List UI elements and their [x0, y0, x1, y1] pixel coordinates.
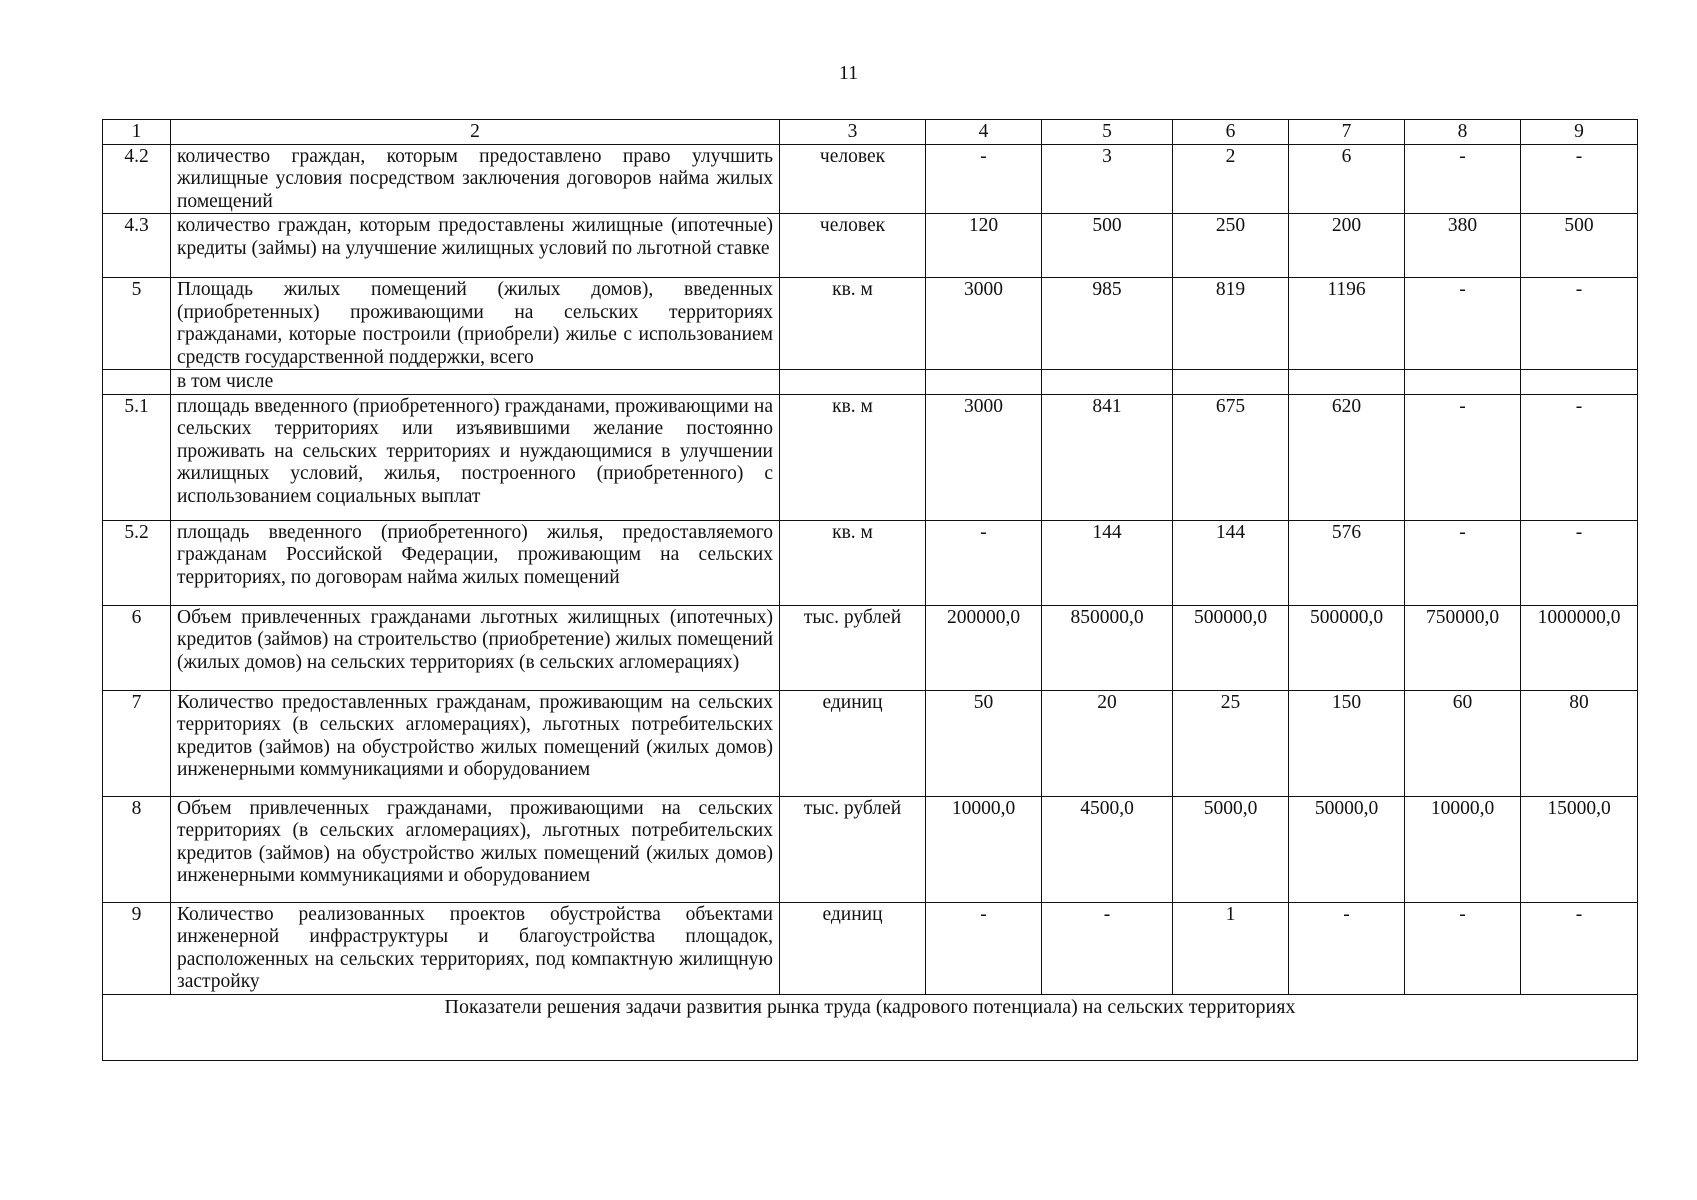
row-value-col-7: 500000,0 — [1289, 605, 1405, 690]
row-value-col-8: - — [1405, 520, 1521, 605]
row-value-col-7: 150 — [1289, 690, 1405, 796]
row-number: 7 — [103, 690, 171, 796]
row-number: 4.2 — [103, 144, 171, 214]
table-row — [103, 144, 1638, 214]
row-description: площадь введенного (приобретенного) гражданами, проживающими на сельских территориях или изъявившими желание постоянно проживать на сельских территориях и нуждающимися в улучшении жилищных условий, жилья, построенного (приобретенного) с использованием социальных выплат — [171, 394, 780, 520]
row-unit: кв. м — [780, 278, 926, 370]
row-unit: кв. м — [780, 520, 926, 605]
row-value-col-9: 1000000,0 — [1521, 605, 1638, 690]
row-value-col-7: 620 — [1289, 394, 1405, 520]
row-number: 5.1 — [103, 394, 171, 520]
row-value-col-6: 250 — [1173, 214, 1289, 278]
subhead-label: в том числе — [171, 370, 780, 395]
section-title: Показатели решения задачи развития рынка труда (кадрового потенциала) на сельских территориях — [103, 994, 1638, 1060]
row-value-col-5: 3 — [1042, 144, 1173, 214]
row-value-col-5: 20 — [1042, 690, 1173, 796]
row-value-col-5: 841 — [1042, 394, 1173, 520]
row-unit: единиц — [780, 690, 926, 796]
header-cell-1: 1 — [103, 120, 171, 145]
row-description: Объем привлеченных гражданами льготных жилищных (ипотечных) кредитов (займов) на строительство (приобретение) жилых помещений (жилых домов) на сельских территориях (в сельских агломерациях) — [171, 605, 780, 690]
row-description: Количество реализованных проектов обустройства объектами инженерной инфраструктуры и благоустройства площадок, расположенных на сельских территориях, под компактную жилищную застройку — [171, 902, 780, 994]
row-unit: человек — [780, 144, 926, 214]
row-description: площадь введенного (приобретенного) жилья, предоставляемого гражданам Российской Федерации, проживающим на сельских территориях, по договорам найма жилых помещений — [171, 520, 780, 605]
row-value-col-4: - — [926, 520, 1042, 605]
row-value-col-4: 120 — [926, 214, 1042, 278]
row-number: 8 — [103, 796, 171, 902]
row-unit: единиц — [780, 902, 926, 994]
row-value-col-4: 50 — [926, 690, 1042, 796]
subhead-empty-cell — [780, 370, 926, 395]
indicators-table — [102, 119, 1638, 1061]
row-number: 4.3 — [103, 214, 171, 278]
row-value-col-8: 750000,0 — [1405, 605, 1521, 690]
row-value-col-4: 200000,0 — [926, 605, 1042, 690]
row-description: Объем привлеченных гражданами, проживающими на сельских территориях (в сельских агломерациях), льготных потребительских кредитов (займов) на обустройство жилых помещений (жилых домов) инженерными коммуникациями и оборудованием — [171, 796, 780, 902]
row-description: количество граждан, которым предоставлено право улучшить жилищные условия посредством заключения договоров найма жилых помещений — [171, 144, 780, 214]
row-value-col-6: 5000,0 — [1173, 796, 1289, 902]
table-row — [103, 796, 1638, 902]
row-value-col-7: 50000,0 — [1289, 796, 1405, 902]
row-value-col-8: 60 — [1405, 690, 1521, 796]
page-number: 11 — [838, 62, 859, 84]
row-number: 6 — [103, 605, 171, 690]
table-row — [103, 278, 1638, 370]
subhead-empty-cell — [1405, 370, 1521, 395]
row-value-col-9: - — [1521, 520, 1638, 605]
row-value-col-8: 10000,0 — [1405, 796, 1521, 902]
subhead-empty-cell — [103, 370, 171, 395]
row-value-col-5: 500 — [1042, 214, 1173, 278]
table-row — [103, 902, 1638, 994]
row-value-col-6: 144 — [1173, 520, 1289, 605]
row-value-col-8: 380 — [1405, 214, 1521, 278]
table-row — [103, 214, 1638, 278]
row-value-col-4: 3000 — [926, 278, 1042, 370]
section-title-row — [103, 994, 1638, 1060]
row-value-col-8: - — [1405, 394, 1521, 520]
table-body — [103, 120, 1638, 1061]
row-value-col-9: - — [1521, 902, 1638, 994]
row-value-col-9: - — [1521, 278, 1638, 370]
row-value-col-7: 6 — [1289, 144, 1405, 214]
table-subhead-row — [103, 370, 1638, 395]
table-row — [103, 605, 1638, 690]
row-value-col-9: 80 — [1521, 690, 1638, 796]
row-value-col-6: 819 — [1173, 278, 1289, 370]
row-value-col-5: 4500,0 — [1042, 796, 1173, 902]
table-header-row — [103, 120, 1638, 145]
row-value-col-7: 576 — [1289, 520, 1405, 605]
row-value-col-5: 850000,0 — [1042, 605, 1173, 690]
row-unit: тыс. рублей — [780, 605, 926, 690]
row-value-col-6: 25 — [1173, 690, 1289, 796]
row-number: 5.2 — [103, 520, 171, 605]
row-value-col-5: 985 — [1042, 278, 1173, 370]
row-value-col-7: - — [1289, 902, 1405, 994]
subhead-empty-cell — [1289, 370, 1405, 395]
row-value-col-8: - — [1405, 144, 1521, 214]
row-unit: кв. м — [780, 394, 926, 520]
table-row — [103, 690, 1638, 796]
row-description: Количество предоставленных гражданам, проживающим на сельских территориях (в сельских агломерациях), льготных потребительских кредитов (займов) на обустройство жилых помещений (жилых домов) инженерными коммуникациями и оборудованием — [171, 690, 780, 796]
row-value-col-6: 500000,0 — [1173, 605, 1289, 690]
row-unit: человек — [780, 214, 926, 278]
row-number: 5 — [103, 278, 171, 370]
row-description: Площадь жилых помещений (жилых домов), введенных (приобретенных) проживающими на сельских территориях гражданами, которые построили (приобрели) жилье с использованием средств государственной поддержки, всего — [171, 278, 780, 370]
row-unit: тыс. рублей — [780, 796, 926, 902]
row-value-col-9: 500 — [1521, 214, 1638, 278]
row-value-col-8: - — [1405, 902, 1521, 994]
subhead-empty-cell — [1042, 370, 1173, 395]
row-value-col-9: - — [1521, 144, 1638, 214]
header-cell-6: 6 — [1173, 120, 1289, 145]
subhead-empty-cell — [1173, 370, 1289, 395]
row-value-col-6: 1 — [1173, 902, 1289, 994]
table-row — [103, 394, 1638, 520]
header-cell-7: 7 — [1289, 120, 1405, 145]
header-cell-5: 5 — [1042, 120, 1173, 145]
header-cell-4: 4 — [926, 120, 1042, 145]
header-cell-9: 9 — [1521, 120, 1638, 145]
row-value-col-9: - — [1521, 394, 1638, 520]
row-value-col-9: 15000,0 — [1521, 796, 1638, 902]
subhead-empty-cell — [1521, 370, 1638, 395]
row-value-col-6: 675 — [1173, 394, 1289, 520]
row-number: 9 — [103, 902, 171, 994]
row-value-col-4: 10000,0 — [926, 796, 1042, 902]
table-row — [103, 520, 1638, 605]
row-value-col-7: 200 — [1289, 214, 1405, 278]
header-cell-2: 2 — [171, 120, 780, 145]
row-value-col-8: - — [1405, 278, 1521, 370]
row-value-col-7: 1196 — [1289, 278, 1405, 370]
row-description: количество граждан, которым предоставлены жилищные (ипотечные) кредиты (займы) на улучшение жилищных условий по льготной ставке — [171, 214, 780, 278]
header-cell-3: 3 — [780, 120, 926, 145]
row-value-col-6: 2 — [1173, 144, 1289, 214]
row-value-col-5: - — [1042, 902, 1173, 994]
row-value-col-5: 144 — [1042, 520, 1173, 605]
header-cell-8: 8 — [1405, 120, 1521, 145]
row-value-col-4: - — [926, 902, 1042, 994]
row-value-col-4: - — [926, 144, 1042, 214]
subhead-empty-cell — [926, 370, 1042, 395]
row-value-col-4: 3000 — [926, 394, 1042, 520]
